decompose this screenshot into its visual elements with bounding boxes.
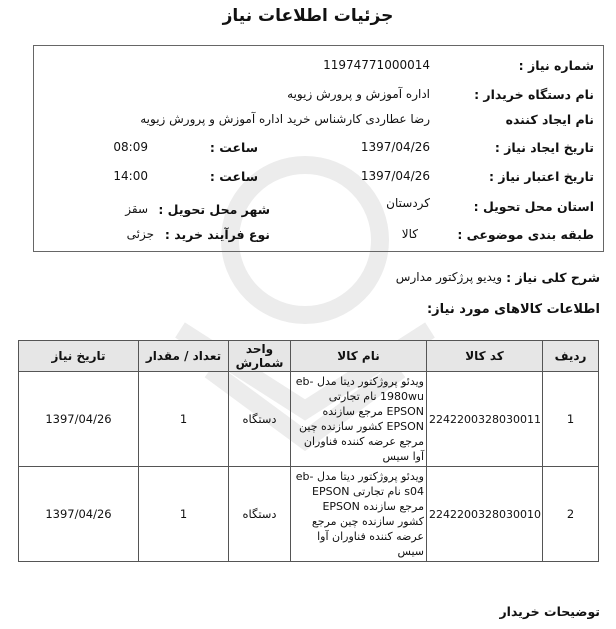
cell-item-code: 2242200328030010 — [427, 467, 543, 562]
table-row — [19, 372, 599, 467]
buyer-notes-title: توضیحات خریدار — [499, 604, 600, 619]
items-table-header — [19, 341, 599, 372]
page-title: جزئیات اطلاعات نیاز — [222, 6, 394, 26]
cell-row-number: 2 — [543, 467, 599, 562]
summary-value: ویدیو پرژکتور مدارس — [395, 270, 502, 284]
valid-time-label: ساعت : — [209, 169, 258, 184]
cell-item-name: ویدئو پروژکتور دیتا مدل eb-1980wu نام تجارتی EPSON مرجع سازنده EPSON کشور سازنده چین مرجع عرضه کننده فناوران آوا سیس — [291, 372, 427, 467]
items-section-title: اطلاعات کالاهای مورد نیاز: — [426, 302, 600, 317]
cell-unit: دستگاه — [229, 467, 291, 562]
header-item-code: کد کالا — [427, 341, 543, 372]
header-item-name: نام کالا — [291, 341, 427, 372]
need-number-label: شماره نیاز : — [518, 58, 594, 73]
cell-unit: دستگاه — [229, 372, 291, 467]
cell-item-code: 2242200328030011 — [427, 372, 543, 467]
category-value: کالا — [401, 227, 418, 241]
buyer-value: اداره آموزش و پرورش زیویه — [287, 87, 430, 101]
cell-need-date: 1397/04/26 — [19, 467, 139, 562]
buyer-label: نام دستگاه خریدار : — [474, 87, 594, 102]
valid-time-value: 14:00 — [113, 169, 148, 183]
province-label: استان محل تحویل : — [473, 199, 594, 214]
created-date-label: تاریخ ایجاد نیاز : — [494, 140, 594, 155]
city-label: شهر محل تحویل : — [158, 202, 270, 217]
city-value: سقز — [125, 202, 148, 216]
created-time-value: 08:09 — [113, 140, 148, 154]
process-value: جزئی — [126, 227, 154, 241]
valid-date-label: تاریخ اعتبار نیاز : — [489, 169, 594, 184]
province-value: کردستان — [386, 196, 430, 210]
created-time-label: ساعت : — [209, 140, 258, 155]
cell-item-name: ویدئو پروژکتور دیتا مدل eb-s04 نام تجارتی EPSON مرجع سازنده EPSON کشور سازنده چین مرجع عرضه کننده فناوران آوا سیس — [291, 467, 427, 562]
summary-label: شرح کلی نیاز : — [506, 270, 600, 285]
cell-need-date: 1397/04/26 — [19, 372, 139, 467]
header-unit: واحد شمارش — [229, 341, 291, 372]
header-need-date: تاریخ نیاز — [19, 341, 139, 372]
process-label: نوع فرآیند خرید : — [164, 227, 270, 242]
category-label: طبقه بندی موضوعی : — [457, 227, 594, 242]
valid-date-value: 1397/04/26 — [360, 169, 430, 183]
created-date-value: 1397/04/26 — [360, 140, 430, 154]
items-table — [18, 340, 599, 562]
header-quantity: تعداد / مقدار — [139, 341, 229, 372]
table-row — [19, 467, 599, 562]
creator-label: نام ایجاد کننده — [505, 112, 594, 127]
creator-value: رضا عطاردی کارشناس خرید اداره آموزش و پرورش زیویه — [140, 112, 430, 126]
cell-quantity: 1 — [139, 372, 229, 467]
cell-row-number: 1 — [543, 372, 599, 467]
header-row-number: ردیف — [543, 341, 599, 372]
cell-quantity: 1 — [139, 467, 229, 562]
need-number-value: 11974771000014 — [323, 58, 430, 72]
